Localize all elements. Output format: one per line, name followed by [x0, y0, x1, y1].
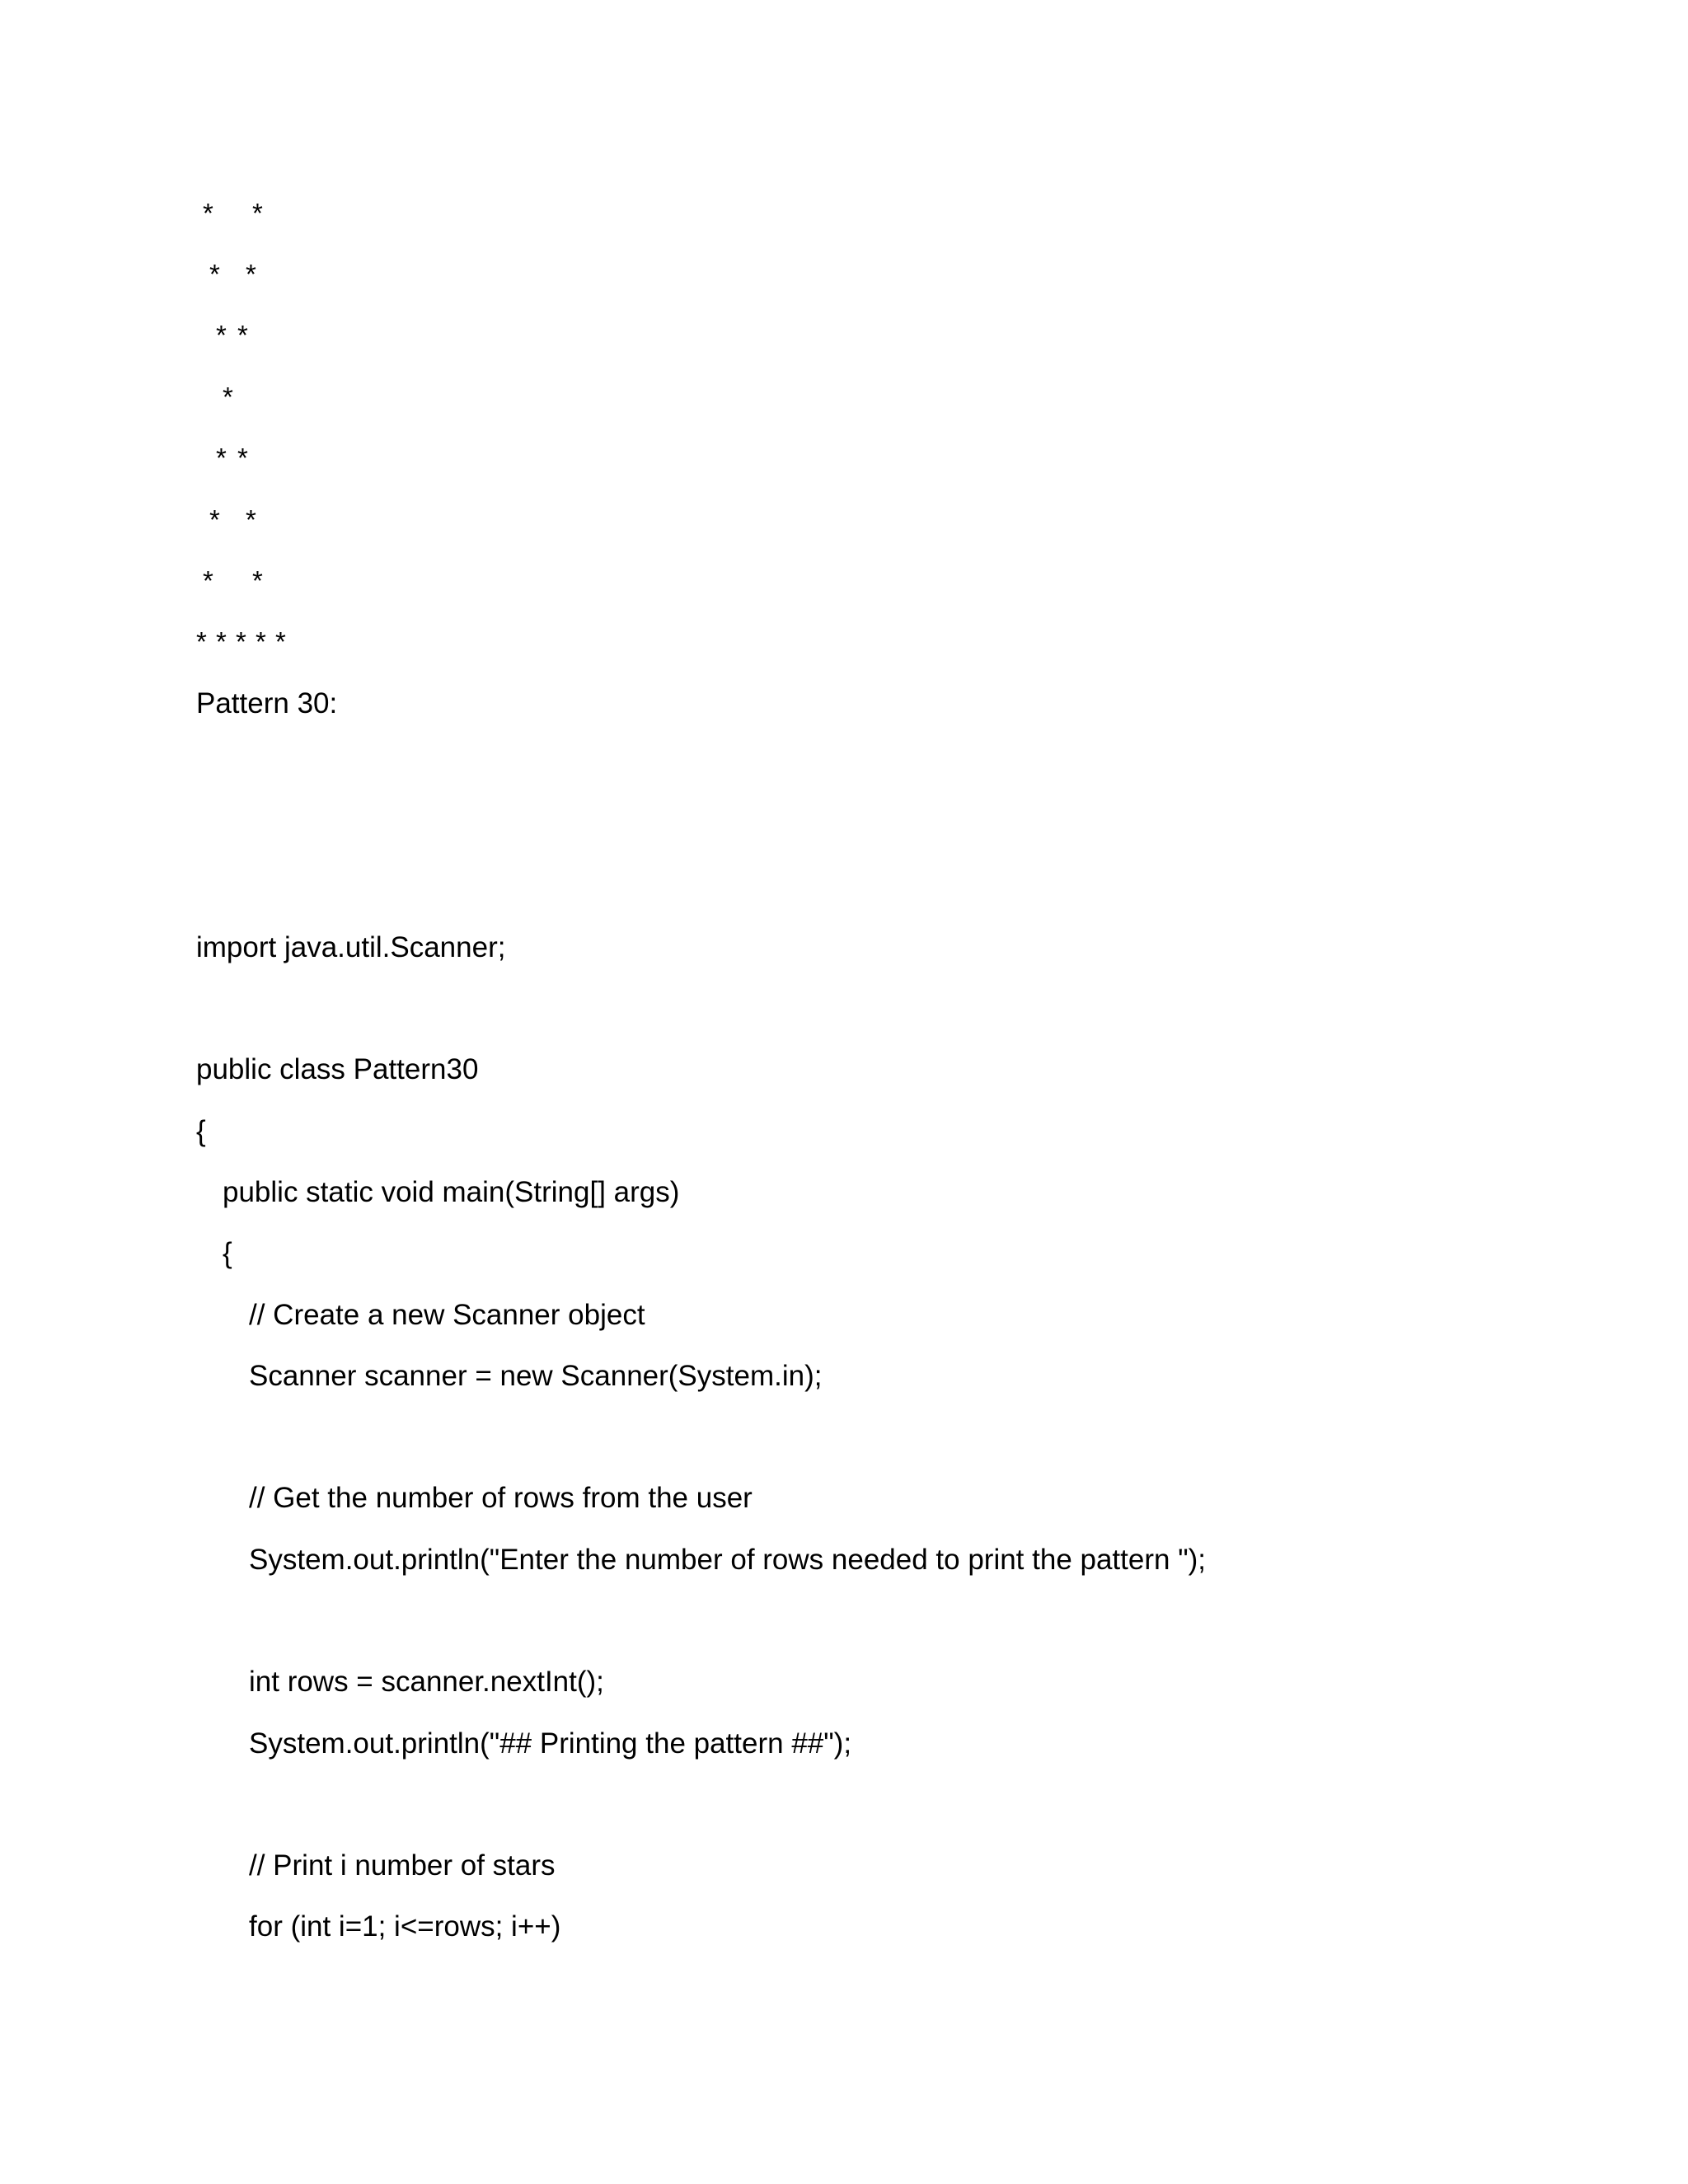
code-line-for-loop: for (int i=1; i<=rows; i++): [249, 1910, 561, 1943]
star: *: [209, 504, 220, 535]
code-line-class-open: {: [196, 1115, 206, 1147]
star: *: [223, 382, 233, 412]
star: *: [246, 504, 256, 535]
star: *: [237, 320, 248, 350]
star: *: [203, 198, 213, 228]
code-line-main-open: {: [223, 1237, 232, 1269]
code-line-header-print: System.out.println("## Printing the pattern ##");: [249, 1727, 852, 1760]
code-line-main-decl: public static void main(String[] args): [223, 1176, 680, 1208]
star: *: [237, 443, 248, 473]
code-line-import: import java.util.Scanner;: [196, 931, 506, 963]
code-comment-scanner: // Create a new Scanner object: [249, 1299, 645, 1331]
star: *: [216, 443, 227, 473]
star: *: [246, 259, 256, 289]
star: *: [256, 626, 266, 657]
star: *: [196, 626, 207, 657]
code-line-class-decl: public class Pattern30: [196, 1053, 479, 1085]
code-comment-rows: // Get the number of rows from the user: [249, 1482, 753, 1514]
star: *: [275, 626, 286, 657]
code-line-scanner-init: Scanner scanner = new Scanner(System.in);: [249, 1360, 823, 1392]
pattern-heading: Pattern 30:: [196, 687, 338, 719]
code-line-prompt-print: System.out.println("Enter the number of rows needed to print the pattern ");: [249, 1544, 1206, 1576]
code-line-read-rows: int rows = scanner.nextInt();: [249, 1666, 604, 1698]
star: *: [252, 198, 263, 228]
star: *: [209, 259, 220, 289]
star: *: [236, 626, 246, 657]
star: *: [252, 565, 263, 596]
star: *: [216, 626, 227, 657]
star: *: [203, 565, 213, 596]
code-comment-stars: // Print i number of stars: [249, 1849, 556, 1882]
star: *: [216, 320, 227, 350]
